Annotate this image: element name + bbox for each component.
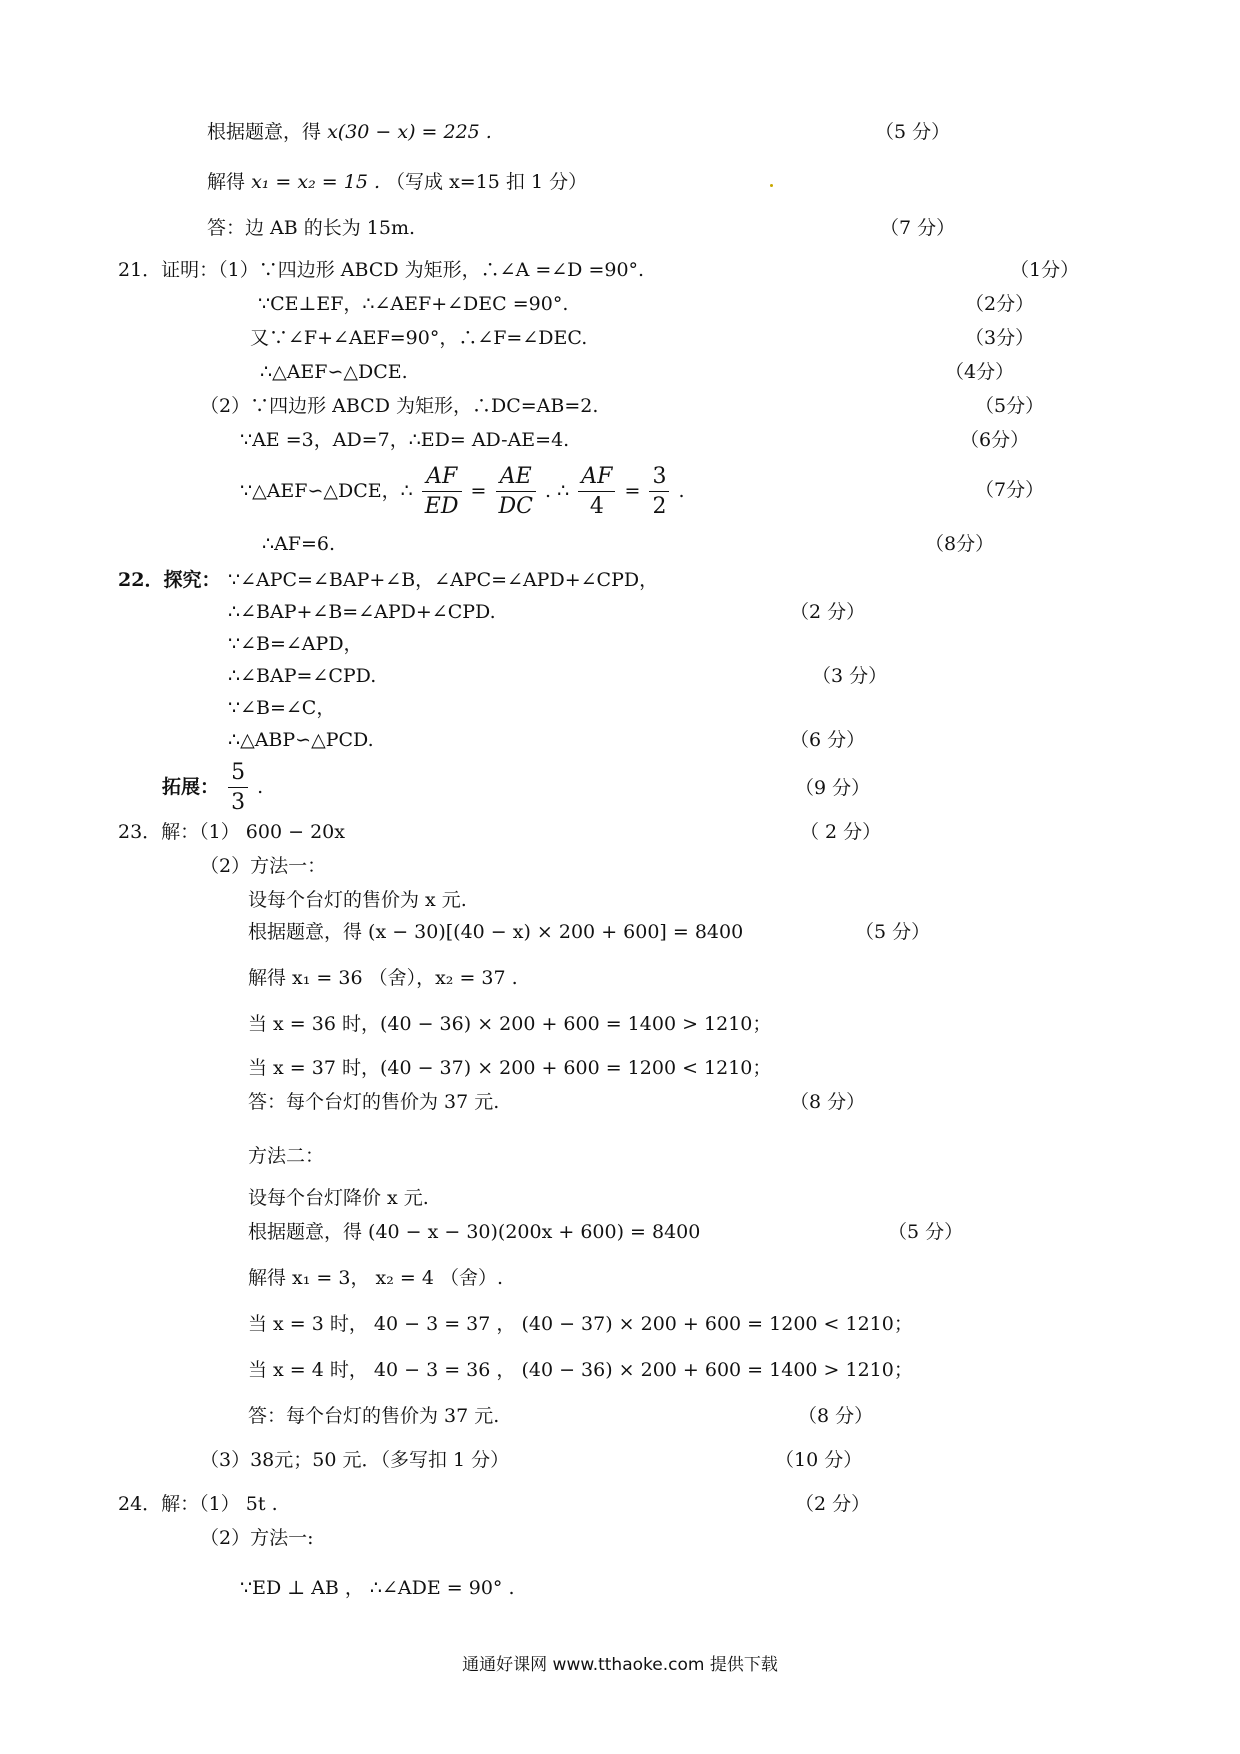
line-3: 答：边 AB 的长为 15m. bbox=[207, 217, 416, 239]
score: （3分） bbox=[965, 327, 1035, 349]
score: （1分） bbox=[1010, 259, 1080, 281]
q23-line-12: 解得 x₁ = 3， x₂ = 4 （舍）. bbox=[248, 1267, 503, 1289]
q21-line-1: 21．证明：（1）∵四边形 ABCD 为矩形，∴∠A =∠D =90°. bbox=[118, 259, 645, 281]
q21-line-2: ∵CE⊥EF，∴∠AEF+∠DEC =90°. bbox=[258, 293, 569, 315]
equation: x₁ = x₂ = 15 . bbox=[251, 171, 380, 193]
page-footer: 通通好课网 www.tthaoke.com 提供下载 bbox=[462, 1655, 778, 1675]
score: （7分） bbox=[975, 479, 1045, 501]
q21-line-3: 又∵∠F+∠AEF=90°，∴∠F=∠DEC. bbox=[250, 327, 588, 349]
note: （写成 x=15 扣 1 分） bbox=[386, 171, 588, 193]
q21-line-4: ∴△AEF∽△DCE. bbox=[260, 361, 408, 383]
q23-line-15: 答：每个台灯的售价为 37 元. bbox=[248, 1405, 500, 1427]
text: 解得 bbox=[207, 171, 246, 193]
fraction: $\frac{5}{3}$ bbox=[228, 759, 248, 818]
q24-line-1: 24．解：（1） 5t . bbox=[118, 1493, 278, 1515]
q22-line-5: ∵∠B=∠C， bbox=[228, 697, 336, 719]
q23-line-11: 根据题意，得 (40 − x − 30)(200x + 600) = 8400 bbox=[248, 1221, 701, 1243]
score: （5 分） bbox=[855, 921, 931, 943]
text: . ∴ bbox=[545, 480, 570, 502]
score: （10 分） bbox=[775, 1449, 863, 1471]
score: （2 分） bbox=[795, 1493, 871, 1515]
q23-line-9: 方法二： bbox=[248, 1145, 325, 1167]
score: （6 分） bbox=[790, 729, 866, 751]
score: （2 分） bbox=[790, 601, 866, 623]
score: （3 分） bbox=[812, 665, 888, 687]
q23-line-4: 根据题意，得 (x − 30)[(40 − x) × 200 + 600] = 8400 bbox=[248, 921, 744, 943]
fraction: $\frac{AE}{DC}$ bbox=[496, 463, 536, 522]
q22-line-7: 拓展： $\frac{5}{3}$ . bbox=[162, 756, 263, 818]
q21-line-5: （2）∵四边形 ABCD 为矩形，∴DC=AB=2. bbox=[200, 395, 599, 417]
fraction: $\frac{3}{2}$ bbox=[649, 463, 669, 522]
q23-line-10: 设每个台灯降价 x 元. bbox=[248, 1187, 429, 1209]
q22-line-2: ∴∠BAP+∠B=∠APD+∠CPD. bbox=[228, 601, 496, 623]
fraction: $\frac{AF}{4}$ bbox=[578, 463, 615, 522]
q23-line-16: （3）38元；50 元．（多写扣 1 分） bbox=[200, 1449, 510, 1471]
score: （5 分） bbox=[888, 1221, 964, 1243]
q22-label: 22．探究： bbox=[118, 569, 221, 591]
q23-line-14: 当 x = 4 时， 40 − 3 = 36 ， (40 − 36) × 200 + 600 = 1400 > 1210； bbox=[248, 1359, 913, 1381]
line-2 bbox=[207, 170, 587, 194]
line-1 bbox=[207, 120, 492, 144]
q22-line-4: ∴∠BAP=∠CPD. bbox=[228, 665, 377, 687]
q21-line-7: ∵△AEF∽△DCE，∴ $\frac{AF}{ED}$ = $\frac{AE}{DC}$ . ∴ $\frac{AF}{4}$ = $\frac{3}{2}$ . bbox=[240, 460, 685, 522]
text: 拓展： bbox=[162, 776, 220, 798]
q23-line-6: 当 x = 36 时，(40 − 36) × 200 + 600 = 1400 > 1210； bbox=[248, 1013, 772, 1035]
q22-line-1: ∵∠APC=∠BAP+∠B，∠APC=∠APD+∠CPD， bbox=[228, 569, 659, 591]
score: （2分） bbox=[965, 293, 1035, 315]
q22-line-3: ∵∠B=∠APD， bbox=[228, 633, 363, 655]
q22-line-6: ∴△ABP∽△PCD. bbox=[228, 729, 374, 751]
q23-line-2: （2）方法一： bbox=[200, 855, 327, 877]
q24-line-3: ∵ED ⊥ AB ， ∴∠ADE = 90° . bbox=[240, 1577, 515, 1599]
score: （8分） bbox=[925, 533, 995, 555]
score: （5 分） bbox=[875, 121, 951, 143]
score: （8 分） bbox=[790, 1091, 866, 1113]
q23-line-8: 答：每个台灯的售价为 37 元. bbox=[248, 1091, 500, 1113]
q23-line-3: 设每个台灯的售价为 x 元. bbox=[248, 889, 467, 911]
q21-line-6: ∵AE =3，AD=7，∴ED= AD-AE=4. bbox=[240, 429, 570, 451]
fraction: $\frac{AF}{ED}$ bbox=[422, 463, 462, 522]
score: （7 分） bbox=[880, 217, 956, 239]
q23-line-13: 当 x = 3 时， 40 − 3 = 37 ， (40 − 37) × 200 + 600 = 1200 < 1210； bbox=[248, 1313, 913, 1335]
score: （9 分） bbox=[795, 777, 871, 799]
speck bbox=[770, 184, 773, 187]
score: （6分） bbox=[960, 429, 1030, 451]
q23-line-1: 23．解：（1） 600 − 20x bbox=[118, 821, 345, 843]
score: （ 2 分） bbox=[800, 821, 882, 843]
q23-line-5: 解得 x₁ = 36 （舍），x₂ = 37 . bbox=[248, 967, 518, 989]
score: （8 分） bbox=[798, 1405, 874, 1427]
q21-line-8: ∴AF=6. bbox=[262, 533, 336, 555]
text: 根据题意，得 bbox=[207, 121, 322, 143]
text: ∵△AEF∽△DCE，∴ bbox=[240, 480, 413, 502]
q24-line-2: （2）方法一: bbox=[200, 1527, 314, 1549]
score: （4分） bbox=[945, 361, 1015, 383]
score: （5分） bbox=[975, 395, 1045, 417]
q23-line-7: 当 x = 37 时，(40 − 37) × 200 + 600 = 1200 < 1210； bbox=[248, 1057, 772, 1079]
equation: x(30 − x) = 225 . bbox=[327, 121, 492, 143]
